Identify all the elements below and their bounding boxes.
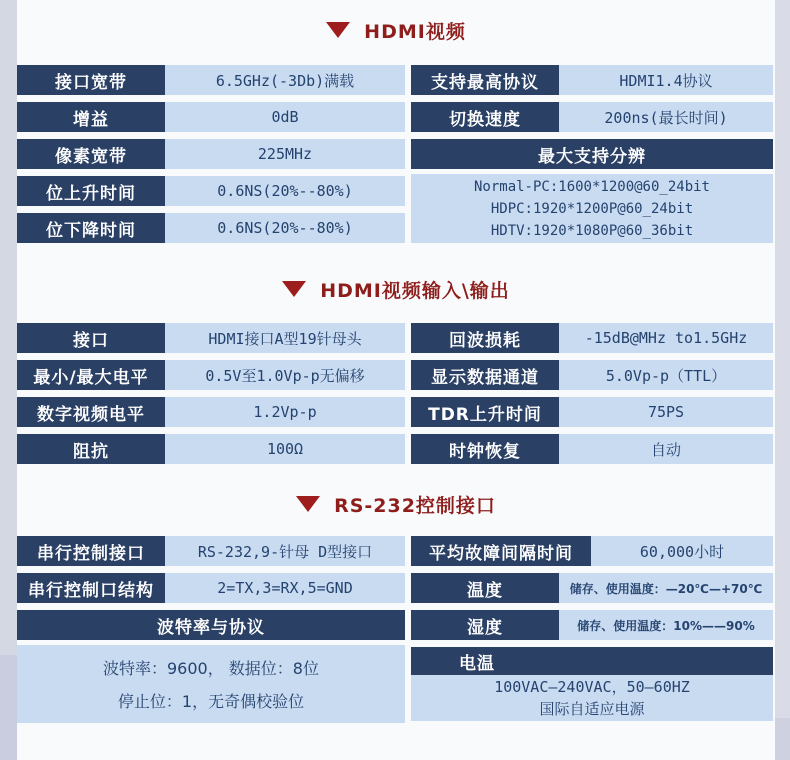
bit-rise-time-value: 0.6NS(20%--80%) — [165, 176, 405, 206]
tdr-rise-time-value: 75PS — [559, 397, 773, 427]
mtbf-label: 平均故障间隔时间 — [411, 536, 591, 566]
humidity-value: 储存、使用温度：10%——90% — [559, 610, 773, 640]
hdmi-video-table — [17, 65, 773, 243]
humidity-label: 湿度 — [411, 610, 559, 640]
digital-video-level-value: 1.2Vp-p — [165, 397, 405, 427]
table-row — [411, 536, 773, 566]
serial-control-port-label: 串行控制接口 — [17, 536, 165, 566]
serial-port-pinout-label: 串行控制口结构 — [17, 573, 165, 603]
section-title-hdmi-video — [17, 16, 775, 44]
table-row — [17, 323, 773, 353]
left-rows — [17, 139, 405, 243]
table-row — [17, 65, 773, 95]
rs232-left-column — [17, 536, 405, 723]
section-title-text: HDMI视频输入\输出 — [320, 279, 510, 302]
mtbf-value: 60,000小时 — [591, 536, 773, 566]
tdr-rise-time-label: TDR上升时间 — [411, 397, 559, 427]
serial-port-pinout-value: 2=TX,3=RX,5=GND — [165, 573, 405, 603]
table-row — [17, 102, 773, 132]
interface-bandwidth-value: 6.5GHz(-3Db)满载 — [165, 65, 405, 95]
resolution-line: Normal-PC:1600*1200@60_24bit — [473, 178, 710, 195]
resolution-line: HDTV:1920*1080P@60_36bit — [490, 222, 694, 239]
min-max-level-label: 最小/最大电平 — [17, 360, 165, 390]
clock-recovery-label: 时钟恢复 — [411, 434, 559, 464]
spec-sheet — [17, 0, 775, 760]
display-data-channel-label: 显示数据通道 — [411, 360, 559, 390]
max-resolution-block — [411, 139, 773, 243]
resolution-line: HDPC:1920*1200P@60_24bit — [490, 200, 694, 217]
baud-rate-line: 波特率：9600， 数据位：8位 — [103, 658, 319, 678]
bit-fall-time-value: 0.6NS(20%--80%) — [165, 213, 405, 243]
max-resolution-values — [411, 174, 773, 243]
digital-video-level-label: 数字视频电平 — [17, 397, 165, 427]
max-protocol-label: 支持最高协议 — [411, 65, 559, 95]
table-row — [411, 573, 773, 603]
table-row — [17, 213, 405, 243]
section-title-hdmi-io — [17, 275, 775, 303]
gain-label: 增益 — [17, 102, 165, 132]
min-max-level-value: 0.5V至1.0Vp-p无偏移 — [165, 360, 405, 390]
max-resolution-header: 最大支持分辨 — [411, 139, 773, 169]
clock-recovery-value: 自动 — [559, 434, 773, 464]
bit-rise-time-label: 位上升时间 — [17, 176, 165, 206]
impedance-value: 100Ω — [165, 434, 405, 464]
return-loss-label: 回波损耗 — [411, 323, 559, 353]
hdmi-io-table — [17, 323, 773, 464]
section-title-text: HDMI视频 — [364, 20, 466, 43]
baud-rate-protocol-values — [17, 645, 405, 723]
triangle-icon — [296, 496, 320, 512]
return-loss-value: -15dB@MHz to1.5GHz — [559, 323, 773, 353]
baud-rate-protocol-header: 波特率与协议 — [17, 610, 405, 640]
power-adaptive-line: 国际自适应电源 — [539, 700, 645, 718]
rs232-table — [17, 536, 773, 723]
rs232-right-column — [411, 536, 773, 723]
table-row — [17, 360, 773, 390]
triangle-icon — [282, 281, 306, 297]
triangle-icon — [326, 22, 350, 38]
max-protocol-value: HDMI1.4协议 — [559, 65, 773, 95]
connector-value: HDMI接口A型19针母头 — [165, 323, 405, 353]
page-right-margin — [775, 0, 790, 760]
pixel-bandwidth-value: 225MHz — [165, 139, 405, 169]
table-row — [17, 176, 405, 206]
section-title-rs232 — [17, 490, 775, 518]
table-row — [17, 573, 405, 603]
bit-fall-time-label: 位下降时间 — [17, 213, 165, 243]
pixel-bandwidth-label: 像素宽带 — [17, 139, 165, 169]
serial-control-port-value: RS-232,9-针母 D型接口 — [165, 536, 405, 566]
temperature-label: 温度 — [411, 573, 559, 603]
impedance-label: 阻抗 — [17, 434, 165, 464]
power-supply-header: 电温 — [411, 647, 773, 675]
table-row — [17, 434, 773, 464]
page-left-margin — [0, 0, 17, 760]
display-data-channel-value: 5.0Vp-p（TTL） — [559, 360, 773, 390]
stop-bit-line: 停止位：1，无奇偶校验位 — [117, 692, 305, 712]
power-voltage-line: 100VAC—240VAC，50—60HZ — [494, 678, 690, 696]
power-supply-values — [411, 675, 773, 721]
gain-value: 0dB — [165, 102, 405, 132]
switch-speed-label: 切换速度 — [411, 102, 559, 132]
table-row — [17, 397, 773, 427]
interface-bandwidth-label: 接口宽带 — [17, 65, 165, 95]
table-row — [17, 139, 405, 169]
table-row — [17, 536, 405, 566]
connector-label: 接口 — [17, 323, 165, 353]
switch-speed-value: 200ns(最长时间) — [559, 102, 773, 132]
table-row-group — [17, 139, 773, 243]
section-title-text: RS-232控制接口 — [334, 494, 496, 517]
table-row — [411, 610, 773, 640]
temperature-value: 储存、使用温度：—20℃—+70℃ — [559, 573, 773, 603]
